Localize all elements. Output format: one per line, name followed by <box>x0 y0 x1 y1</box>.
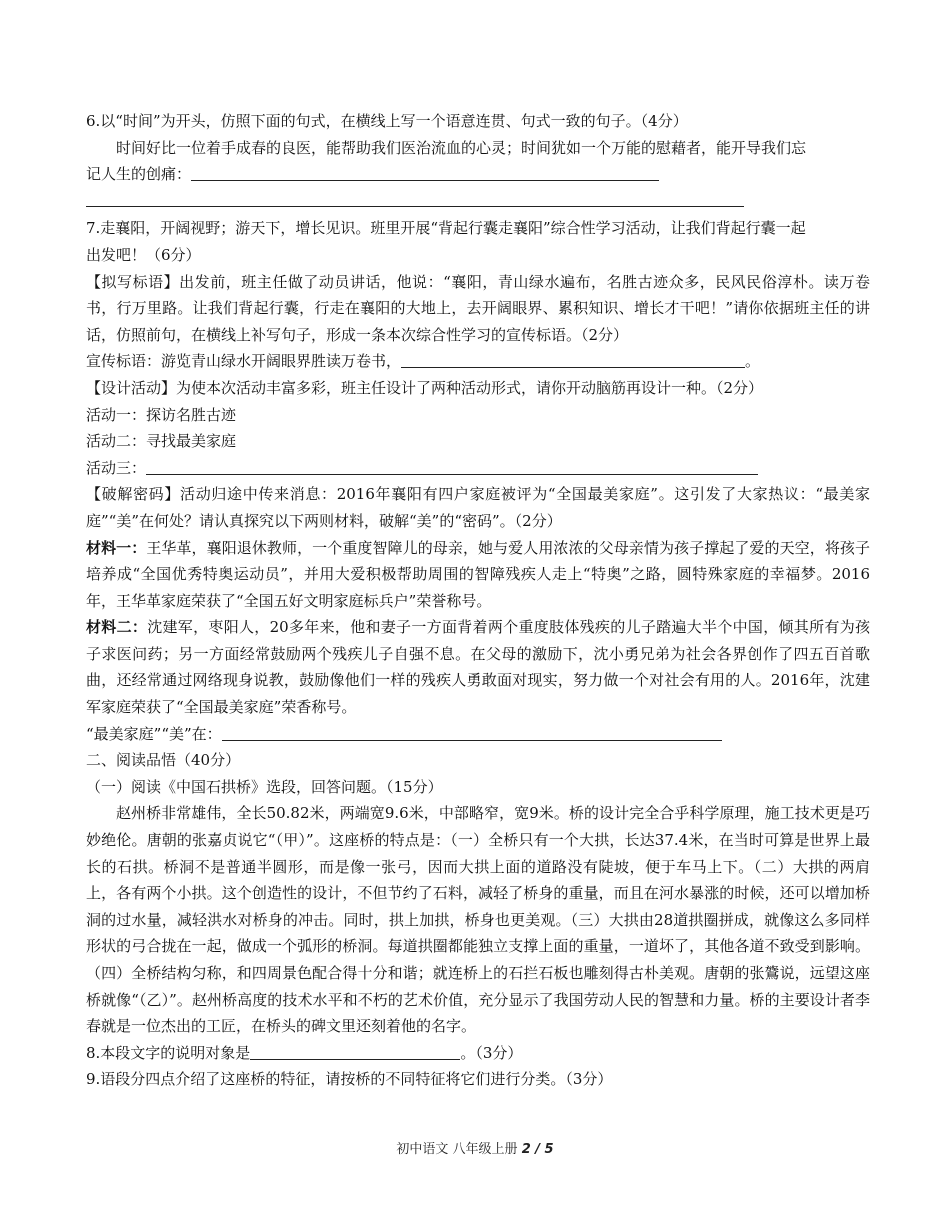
q6-answer-blank-1[interactable] <box>191 162 659 181</box>
q6-title: 6.以“时间”为开头，仿照下面的句式，在横线上写一个语意连贯、句式一致的句子。（4分） <box>86 112 688 130</box>
q7-decode-paragraph: 【破解密码】活动归途中传来消息：2016年襄阳有四户家庭被评为“全国最美家庭”。这引发了大家热议：“最美家庭”“美”在何处？请认真探究以下两则材料，破解“美”的“密码”。（2分） <box>86 485 870 530</box>
footer-text: 初中语文 八年级上册 <box>396 1142 522 1157</box>
q8-prefix: 8.本段文字的说明对象是 <box>86 1043 251 1062</box>
zhaozhou-bridge-passage: 赵州桥非常雄伟，全长50.82米，两端宽9.6米，中部略窄，宽9米。桥的设计完全合乎科学原理，施工技术更是巧妙绝伦。唐朝的张嘉贞说它“（甲）”。这座桥的特点是：（一）全桥只有一个大拱，长达37.4米，在当时可算是世界上最长的石拱。桥洞不是普通半圆形，而是像一张弓，因而大拱上面的道路没有陡坡，便于车马上下。（二）大拱的两肩上，各有两个小拱。这个创造性的设计，不但节约了石料，减轻了桥身的重量，而且在河水暴涨的时候，还可以增加桥洞的过水量，减轻洪水对桥身的冲击。同时，拱上加拱，桥身也更美观。（三）大拱由28道拱圈拼成，就像这么多同样形状的弓合拢在一起，做成一个弧形的桥洞。每道拱圈都能独立支撑上面的重量，一道坏了，其他各道不致受到影响。（四）全桥结构匀称，和四周景色配合得十分和谐；就连桥上的石拦石板也雕刻得古朴美观。唐朝的张鷟说，远望这座桥就像“（乙）”。赵州桥高度的技术水平和不朽的艺术价值，充分显示了我国劳动人民的智慧和力量。桥的主要设计者李春就是一位杰出的工匠，在桥头的碑文里还刻着他的名字。 <box>86 804 870 1036</box>
q7-title-line1: 7.走襄阳，开阔视野；游天下，增长见识。班里开展“背起行囊走襄阳”综合性学习活动，让我们背起行囊一起 <box>86 219 806 238</box>
q6-text-line2 <box>86 161 870 188</box>
q7-slogan-suffix: 。 <box>745 352 761 371</box>
q6-answer-blank-2[interactable] <box>86 188 744 207</box>
q7-activity-3-label: 活动三： <box>86 458 147 477</box>
q7-answer-line <box>86 721 870 748</box>
page-footer <box>0 1138 950 1157</box>
q7-material-1-label: 材料一： <box>86 538 147 557</box>
section-2-sub1-title: （一）阅读《中国石拱桥》选段，回答问题。（15分） <box>86 777 443 796</box>
q7-slogan-line <box>86 348 870 375</box>
q7-activity-2: 活动二：寻找最美家庭 <box>86 432 237 451</box>
q7-slogan-blank[interactable] <box>401 349 745 368</box>
q7-activity-1: 活动一：探访名胜古迹 <box>86 405 237 424</box>
q8-suffix: 。（3分） <box>460 1043 523 1062</box>
q7-answer-blank[interactable] <box>222 722 722 741</box>
q8-line <box>86 1040 870 1067</box>
q6-text-line1: 时间好比一位着手成春的良医，能帮助我们医治流血的心灵；时间犹如一个万能的慰藉者，能开导我们忘 <box>116 138 807 157</box>
q7-slogan-paragraph: 【拟写标语】出发前，班主任做了动员讲话，他说：“襄阳，青山绿水遍布，名胜古迹众多，民风民俗淳朴。读万卷书，行万里路。让我们背起行囊，行走在襄阳的大地上，去开阔眼界、累积知识、增长才干吧！”请你依据班主任的讲话，仿照前句，在横线上补写句子，形成一条本次综合性学习的宣传标语。（2分） <box>86 272 870 344</box>
q9-title: 9.语段分四点介绍了这座桥的特征，请按桥的不同特征将它们进行分类。（3分） <box>86 1070 613 1089</box>
q7-material-2-text: 沈建军，枣阳人，20多年来，他和妻子一方面背着两个重度肢体残疾的儿子踏遍大半个中国，倾其所有为孩子求医问药；另一方面经常鼓励两个残疾儿子自强不息。在父母的激励下，沈小勇兄弟为社会各界创作了四五百首歌曲，还经常通过网络现身说教，鼓励像他们一样的残疾人勇敢面对现实，努力做一个对社会有用的人。2016年，沈建军家庭荣获了“全国最美家庭”荣香称号。 <box>86 618 870 717</box>
footer-page-number: 2 / 5 <box>521 1142 554 1157</box>
exam-page <box>86 108 870 1093</box>
q6-text-line2-label: 记人生的创痛： <box>86 165 192 184</box>
q7-activity-3 <box>86 455 870 482</box>
q7-design-paragraph: 【设计活动】为使本次活动丰富多彩，班主任设计了两种活动形式，请你开动脑筋再设计一种。（2分） <box>86 378 764 397</box>
q7-material-1 <box>86 535 870 615</box>
q7-title-line2: 出发吧！（6分） <box>86 245 201 264</box>
q8-answer-blank[interactable] <box>250 1041 460 1060</box>
q7-material-2-label: 材料二： <box>86 618 148 637</box>
q7-answer-prefix: “最美家庭”“美”在： <box>86 724 222 743</box>
q7-material-1-text: 王华革，襄阳退休教师，一个重度智障儿的母亲，她与爱人用浓浓的父母亲情为孩子撑起了爱的天空，将孩子培养成“全国优秀特奥运动员”，并用大爱积极帮助周围的智障残疾人走上“特奥”之路，圆特殊家庭的幸福梦。2016年，王华革家庭荣获了“全国五好文明家庭标兵户”荣誉称号。 <box>86 538 870 610</box>
q7-material-2 <box>86 614 870 720</box>
section-2-title: 二、阅读品悟（40分） <box>86 751 241 770</box>
q7-slogan-prefix: 宣传标语：游览青山绿水开阔眼界胜读万卷书， <box>86 352 402 371</box>
q7-activity-3-blank[interactable] <box>146 456 758 475</box>
